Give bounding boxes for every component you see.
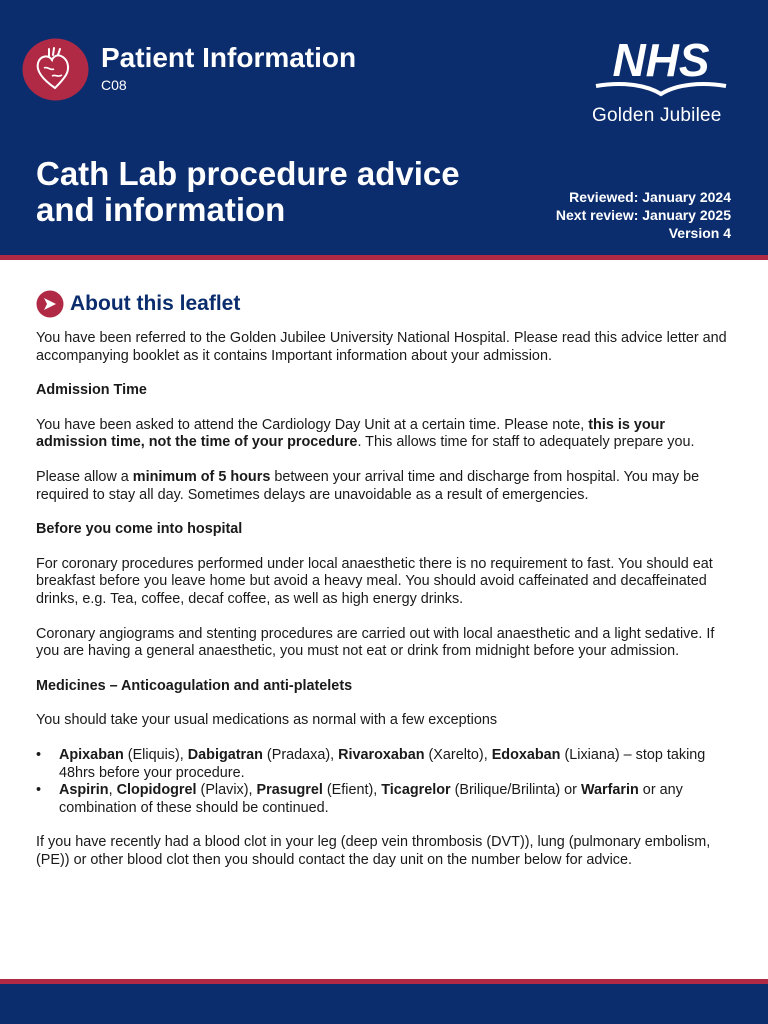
drug-name: Rivaroxaban xyxy=(338,746,425,763)
document-title-line-1: Cath Lab procedure advice xyxy=(36,155,460,192)
document-title xyxy=(36,156,460,228)
text-run: (Plavix), xyxy=(196,782,257,799)
review-info xyxy=(556,188,731,242)
drug-name: Edoxaban xyxy=(491,746,561,763)
list-item xyxy=(36,782,736,817)
medicines-list xyxy=(36,747,736,817)
before-hospital-paragraph-1: For coronary procedures performed under local anaesthetic there is no requirement to fast. You should eat breakfast before you leave home but avoid a heavy meal. You should avoid caffeinated and decaffeinated drinks, e.g. Tea, coffee, decaf coffee, as well as high energy drinks. xyxy=(36,555,713,607)
list-item xyxy=(36,747,736,782)
text-run: (Eliquis), xyxy=(123,746,188,763)
text-run: You have been asked to attend the Cardiology Day Unit at a certain time. Please note, xyxy=(36,416,589,433)
drug-name: Clopidogrel xyxy=(116,782,197,799)
text-run: between your arrival time and discharge from hospital. You may be required to stay all day. Sometimes delays are unavoidable as a result of emergencies. xyxy=(36,468,700,503)
drug-name: Aspirin xyxy=(59,782,109,799)
intro-paragraph: You have been referred to the Golden Jubilee University National Hospital. Please read this advice letter and accompanying booklet as it contains Important information about your admission. xyxy=(36,330,727,364)
text-run: (Pradaxa), xyxy=(262,746,339,763)
header-divider xyxy=(0,255,768,260)
medicines-intro: You should take your usual medications as normal with a few exceptions xyxy=(36,712,498,729)
text-run: , xyxy=(108,782,117,799)
medicines-heading: Medicines – Anticoagulation and anti-platelets xyxy=(36,677,353,694)
admission-heading: Admission Time xyxy=(36,382,147,399)
text-run: or any combination of these should be continued. xyxy=(59,782,683,816)
version-label: Version 4 xyxy=(668,225,731,241)
emphasis-text: minimum of 5 hours xyxy=(132,468,271,485)
leaflet-code: C08 xyxy=(101,77,127,93)
nhs-logo xyxy=(590,36,732,98)
before-hospital-heading: Before you come into hospital xyxy=(36,521,243,538)
document-title-line-2: and information xyxy=(36,191,286,228)
reviewed-date: Reviewed: January 2024 xyxy=(569,189,731,205)
footer-banner xyxy=(0,984,768,1024)
emphasis-text: this is your admission time, not the time of your procedure xyxy=(36,416,666,451)
leaflet-body xyxy=(36,330,736,886)
before-hospital-paragraph-2: Coronary angiograms and stenting procedures are carried out with local anaesthetic and a light sedative. If you are having a general anaesthetic, you must not eat or drink from midnight before your admission. xyxy=(36,625,715,660)
next-review-date: Next review: January 2025 xyxy=(555,207,731,223)
text-run: (Efient), xyxy=(322,782,382,799)
drug-name: Dabigatran xyxy=(187,746,263,763)
text-run: . This allows time for staff to adequately prepare you. xyxy=(357,434,695,451)
drug-name: Apixaban xyxy=(59,746,124,763)
bullet-icon: • xyxy=(36,746,42,763)
drug-name: Ticagrelor xyxy=(381,782,451,799)
nhs-logo-text: NHS xyxy=(612,36,710,86)
drug-name: Prasugrel xyxy=(256,782,323,799)
text-run: (Xarelto), xyxy=(424,746,492,763)
text-run: (Lixiana) – stop taking 48hrs before your procedure. xyxy=(59,746,706,781)
section-title: About this leaflet xyxy=(70,292,241,315)
text-run: (Brilique/Brilinta) or xyxy=(450,782,581,799)
nhs-organisation: Golden Jubilee xyxy=(592,105,722,126)
category-title: Patient Information xyxy=(101,42,357,73)
admission-paragraph-2 xyxy=(36,469,736,504)
bullet-icon: • xyxy=(36,782,42,799)
blood-clot-paragraph: If you have recently had a blood clot in your leg (deep vein thrombosis (DVT)), lung (pulmonary embolism, (PE)) or other blood clot then you should contact the day unit on the number below for advice. xyxy=(36,834,711,868)
text-run: Please allow a xyxy=(36,468,133,485)
admission-paragraph-1 xyxy=(36,417,736,452)
chevron-right-icon xyxy=(36,290,64,318)
section-heading xyxy=(36,290,240,318)
heart-icon xyxy=(22,38,89,101)
drug-name: Warfarin xyxy=(580,782,639,799)
header-banner xyxy=(0,0,768,255)
